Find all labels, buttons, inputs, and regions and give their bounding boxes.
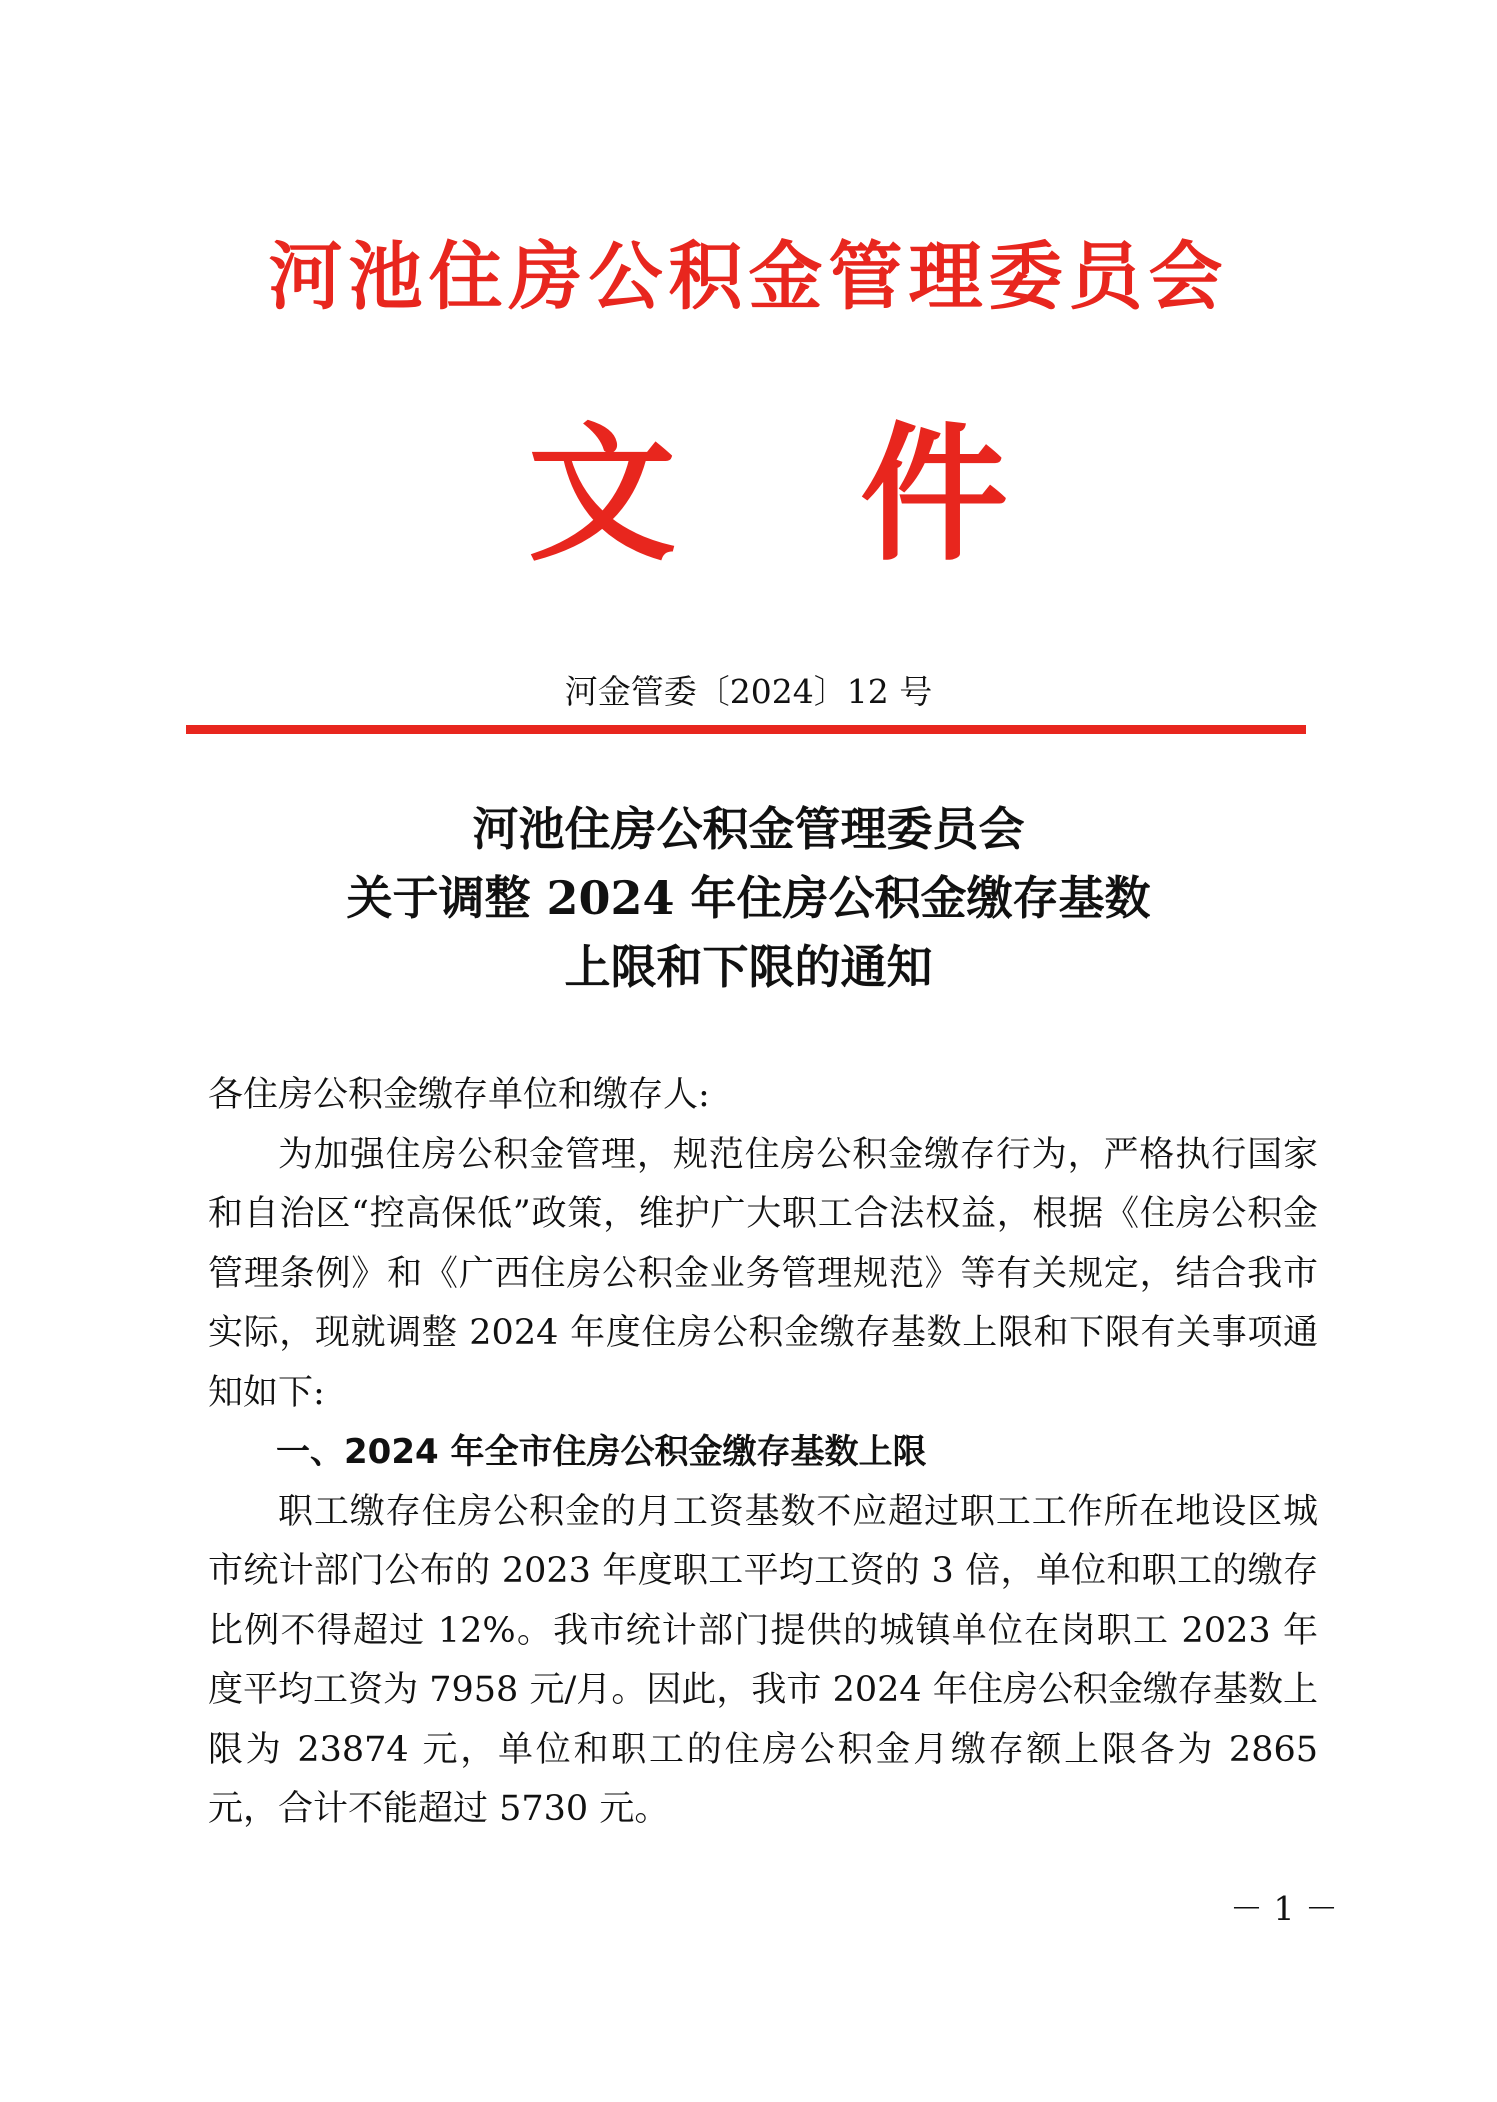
notice-title-line-1: 河池住房公积金管理委员会 <box>472 802 1025 856</box>
notice-title-line-2: 关于调整 2024 年住房公积金缴存基数 <box>346 871 1151 925</box>
notice-title <box>0 795 1497 1002</box>
document-label-char-1: 文 <box>528 407 676 581</box>
document-number: 河金管委〔2024〕12 号 <box>564 672 933 711</box>
notice-title-line-3: 上限和下限的通知 <box>564 940 933 994</box>
salutation: 各住房公积金缴存单位和缴存人: <box>208 1075 710 1115</box>
document-label-char-2: 件 <box>860 407 1008 581</box>
section-paragraph: 职工缴存住房公积金的月工资基数不应超过职工工作所在地设区城市统计部门公布的 2023 年度职工平均工资的 3 倍，单位和职工的缴存比例不得超过 12%。我市统计部门提供的城镇单位在岗职工 2023 年度平均工资为 7958 元/月。因此，我市 2024 年住房公积金缴存基数上限为 23874 元，单位和职工的住房公积金月缴存额上限各为 2865 元，合计不能超过 5730 元。 <box>208 1491 1318 1829</box>
issuing-organization-header: 河池住房公积金管理委员会 <box>268 234 1229 320</box>
document-label <box>0 407 1497 581</box>
intro-paragraph: 为加强住房公积金管理，规范住房公积金缴存行为，严格执行国家和自治区“控高保低”政策，维护广大职工合法权益，根据《住房公积金管理条例》和《广西住房公积金业务管理规范》等有关规定，结合我市实际，现就调整 2024 年度住房公积金缴存基数上限和下限有关事项通知如下: <box>208 1134 1318 1413</box>
red-divider-line <box>186 725 1306 734</box>
page-number: － 1 － <box>1230 1889 1338 1928</box>
notice-body <box>208 1066 1318 1840</box>
section-heading: 一、2024 年全市住房公积金缴存基数上限 <box>276 1432 927 1472</box>
